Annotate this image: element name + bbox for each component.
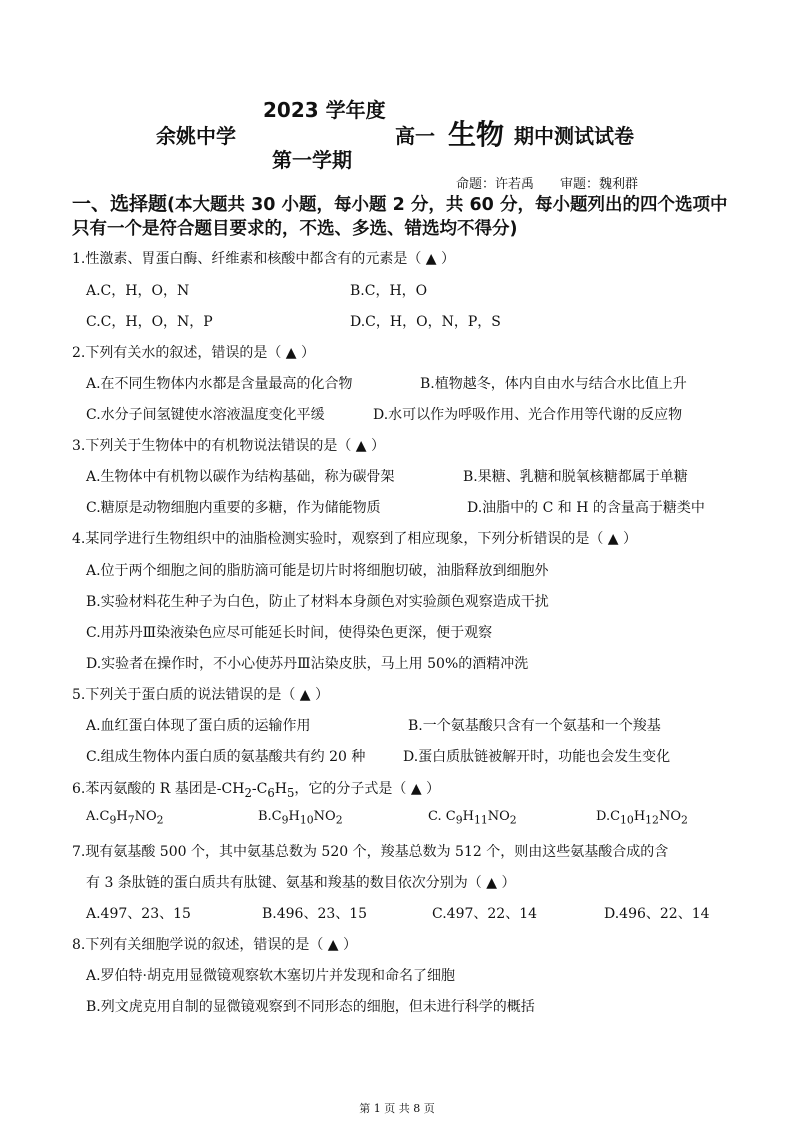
formula-text: H [633, 809, 646, 824]
subscript: 5 [286, 785, 295, 800]
formula-text: NO [134, 809, 157, 824]
question-4-option-d: D.实验者在操作时，不小心使苏丹Ⅲ沾染皮肤，马上用 50%的酒精冲洗 [86, 656, 529, 672]
formula-text: H [288, 809, 300, 824]
question-1-option-a: A.C，H，O，N [86, 283, 190, 299]
question-5-option-c: C.组成生物体内蛋白质的氨基酸共有约 20 种 [86, 749, 366, 765]
subscript: 11 [473, 813, 488, 827]
subscript: 7 [127, 813, 135, 827]
formula-text: NO [658, 809, 681, 824]
subscript: 12 [645, 813, 659, 827]
subscript: 6 [267, 785, 275, 800]
question-7-option-b: B.496、23、15 [262, 906, 368, 922]
question-6-option-b [258, 809, 343, 827]
subscript: 2 [244, 785, 252, 800]
formula-text: A.C [86, 809, 110, 824]
subscript: 2 [681, 813, 688, 827]
question-6-stem-text: ，它的分子式是（ ▲ ） [294, 781, 441, 797]
subscript: 9 [109, 813, 117, 827]
subscript: 2 [509, 813, 517, 827]
subscript: 9 [455, 813, 463, 827]
question-2-option-d: D.水可以作为呼吸作用、光合作用等代谢的反应物 [373, 407, 683, 423]
formula-text: NO [313, 809, 336, 824]
question-2-option-c: C.水分子间氢键使水溶液温度变化平缓 [86, 407, 325, 423]
question-8-option-a: A.罗伯特·胡克用显微镜观察软木塞切片并发现和命名了细胞 [86, 968, 456, 984]
question-5-stem: 5.下列关于蛋白质的说法错误的是（ ▲ ） [72, 687, 330, 703]
question-6-option-d [596, 809, 688, 827]
school-year: 2023 学年度 [263, 98, 386, 122]
page-number: 第 1 页 共 8 页 [359, 1102, 435, 1115]
question-1-stem: 1.性激素、胃蛋白酶、纤维素和核酸中都含有的元素是（ ▲ ） [72, 251, 456, 267]
question-7-stem-continued: 有 3 条肽链的蛋白质共有肽键、氨基和羧基的数目依次分别为（ ▲ ） [86, 875, 516, 891]
formula-text: C. C [428, 809, 456, 824]
subscript: 10 [620, 813, 634, 827]
term-label: 第一学期 [272, 148, 352, 172]
question-4-stem: 4.某同学进行生物组织中的油脂检测实验时，观察到了相应现象，下列分析错误的是（ ▲ ） [72, 531, 638, 547]
question-7-option-a: A.497、23、15 [86, 906, 191, 922]
question-3-option-d: D.油脂中的 C 和 H 的含量高于糖类中 [467, 500, 705, 516]
subject-title: 生物 [448, 118, 505, 151]
question-6-stem-text: H [274, 781, 287, 797]
exam-title: 期中测试试卷 [514, 124, 634, 148]
question-4-option-c: C.用苏丹Ⅲ染液染色应尽可能延长时间，使得染色更深，便于观察 [86, 625, 493, 641]
school-name: 余姚中学 [156, 124, 236, 148]
question-5-option-d: D.蛋白质肽链被解开时，功能也会发生变化 [403, 749, 671, 765]
question-1-option-b: B.C，H，O [350, 283, 428, 299]
formula-text: NO [487, 809, 510, 824]
setter-label: 命题：许若禹 [456, 177, 535, 192]
section-description: (本大题共 30 小题，每小题 2 分，共 60 分，每小题列出的四个选项中只有一个是符合题目要求的，不选、多选、错选均不得分) [72, 195, 728, 239]
question-4-option-a: A.位于两个细胞之间的脂肪滴可能是切片时将细胞切破，油脂释放到细胞外 [86, 563, 549, 579]
question-1-option-c: C.C，H，O，N，P [86, 314, 213, 330]
author-line [456, 173, 638, 192]
grade-label: 高一 [395, 124, 435, 148]
question-7-option-d: D.496、22、14 [604, 906, 710, 922]
subscript: 2 [335, 813, 343, 827]
question-8-stem: 8.下列有关细胞学说的叙述，错误的是（ ▲ ） [72, 937, 358, 953]
question-3-option-a: A.生物体中有机物以碳作为结构基础，称为碳骨架 [86, 469, 395, 485]
question-6-stem-text: -C [251, 781, 268, 797]
question-3-option-c: C.糖原是动物细胞内重要的多糖，作为储能物质 [86, 500, 381, 516]
question-5-option-b: B.一个氨基酸只含有一个氨基和一个羧基 [408, 718, 661, 734]
formula-text: H [116, 809, 128, 824]
question-3-stem: 3.下列关于生物体中的有机物说法错误的是（ ▲ ） [72, 438, 386, 454]
formula-text: H [462, 809, 474, 824]
question-1-option-d: D.C，H，O，N，P，S [350, 314, 501, 330]
question-8-option-b: B.列文虎克用自制的显微镜观察到不同形态的细胞，但未进行科学的概括 [86, 999, 535, 1015]
question-3-option-b: B.果糖、乳糖和脱氧核糖都属于单糖 [463, 469, 688, 485]
question-2-option-a: A.在不同生物体内水都是含量最高的化合物 [86, 376, 353, 392]
subscript: 10 [299, 813, 314, 827]
reviewer-label: 审题：魏利群 [560, 177, 639, 192]
subscript: 2 [156, 813, 164, 827]
question-2-stem: 2.下列有关水的叙述，错误的是（ ▲ ） [72, 345, 316, 361]
question-7-option-c: C.497、22、14 [432, 906, 538, 922]
question-4-option-b: B.实验材料花生种子为白色，防止了材料本身颜色对实验颜色观察造成干扰 [86, 594, 549, 610]
section-title: 一、选择题 [72, 193, 168, 215]
section-heading [72, 192, 732, 241]
question-7-stem: 7.现有氨基酸 500 个，其中氨基总数为 520 个，羧基总数为 512 个，则由这些氨基酸合成的含 [72, 844, 669, 860]
question-2-option-b: B.植物越冬，体内自由水与结合水比值上升 [420, 376, 687, 392]
question-6-option-a [86, 809, 164, 827]
formula-text: B.C [258, 809, 282, 824]
question-6-option-c [428, 809, 517, 827]
question-6-stem-text: 6.苯丙氨酸的 R 基团是-CH [72, 781, 245, 797]
question-5-option-a: A.血红蛋白体现了蛋白质的运输作用 [86, 718, 311, 734]
question-6-stem [72, 778, 440, 800]
subscript: 9 [281, 813, 289, 827]
formula-text: D.C [596, 809, 621, 824]
